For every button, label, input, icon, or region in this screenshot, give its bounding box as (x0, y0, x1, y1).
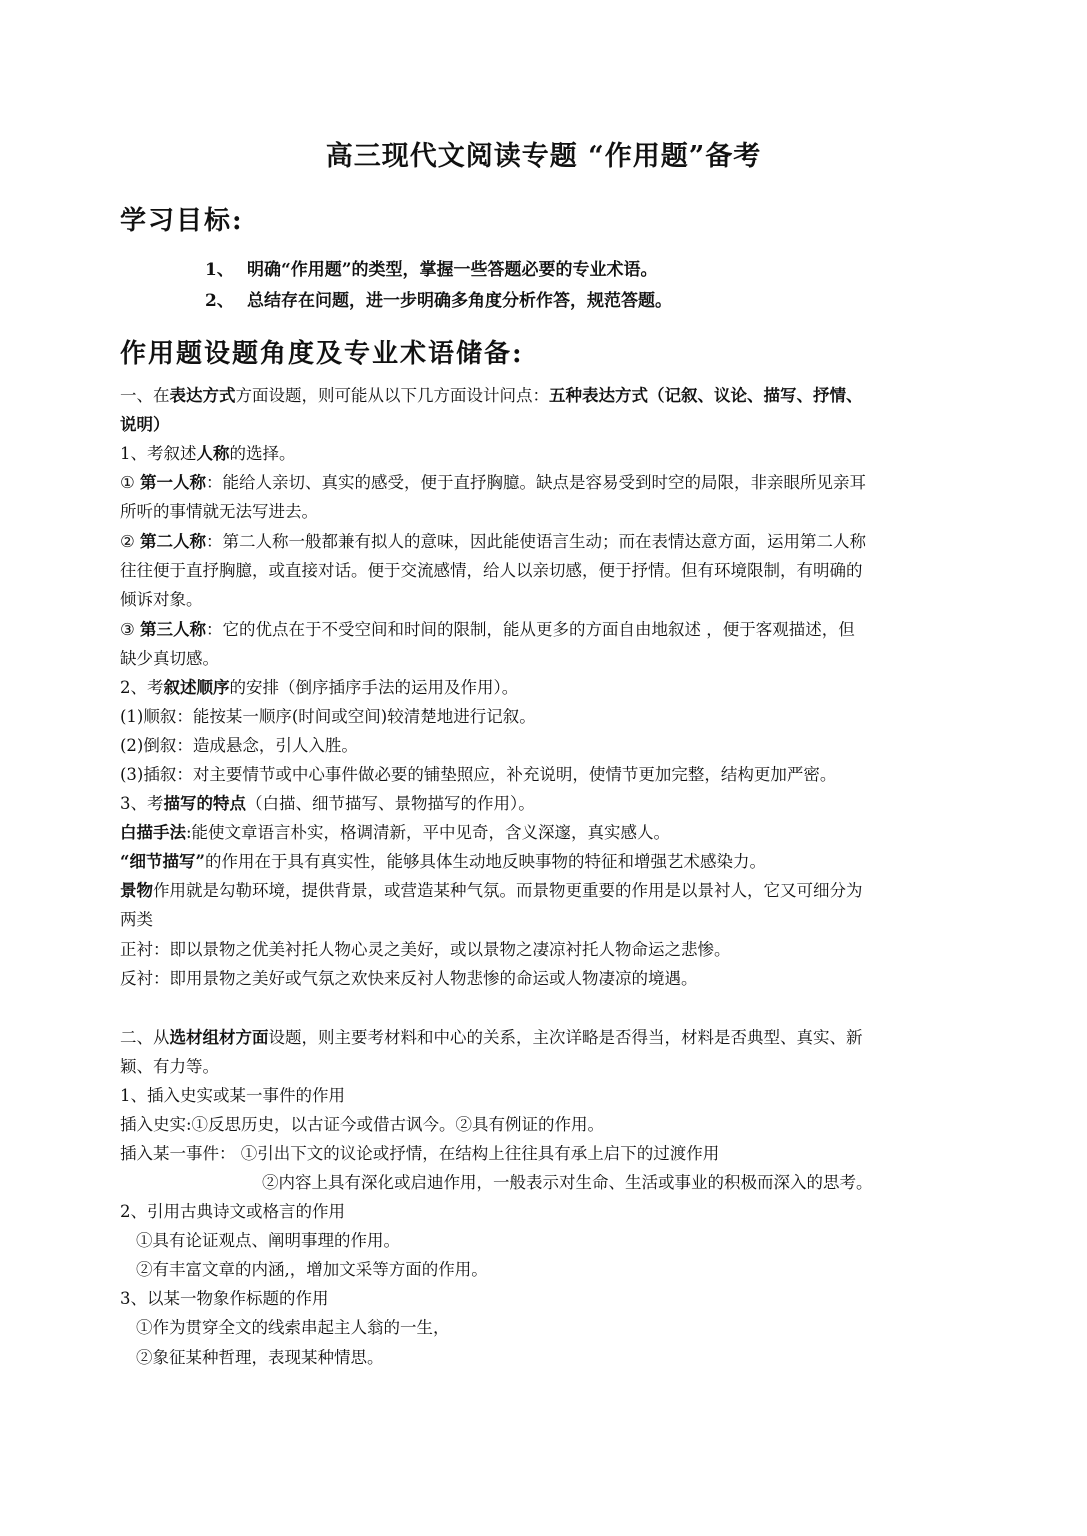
text-run: 叙述顺序 (163, 678, 230, 697)
text-run: 人称 (196, 444, 230, 463)
text-line (120, 644, 970, 673)
text-line (136, 1226, 986, 1255)
text-run: 五种表达方式（记叙、议论、描写、抒情、 (549, 386, 863, 405)
text-line (120, 935, 970, 964)
text-run: 2、考 (120, 678, 164, 697)
text-run: 倾诉对象。 (120, 590, 203, 609)
goal-number: 2、 (205, 291, 234, 311)
text-run: 描写的特点 (163, 794, 246, 813)
goal-text: 总结存在问题，进一步明确多角度分析作答，规范答题。 (247, 291, 672, 311)
text-line (120, 1081, 970, 1110)
section-heading-goals: 学习目标: (120, 206, 244, 236)
text-line (136, 1313, 986, 1342)
text-run: 1、考叙述 (120, 444, 197, 463)
text-run: 插入史实:①反思历史，以古证今或借古讽今。②具有例证的作用。 (120, 1115, 605, 1134)
text-line (120, 1139, 970, 1168)
text-run: 3、以某一物象作标题的作用 (120, 1289, 329, 1308)
text-run: （白描、细节描写、景物描写的作用）。 (246, 794, 535, 813)
text-line (120, 673, 970, 702)
text-run: ：第二人称一般都兼有拟人的意味，因此能使语言生动；而在表情达意方面，运用第二人称 (206, 532, 867, 551)
text-line (120, 818, 970, 847)
text-run: 说明） (120, 415, 170, 434)
text-run: 白描手法 (120, 823, 186, 842)
text-line (120, 585, 970, 614)
text-run: 3、考 (120, 794, 164, 813)
text-run: ②内容上具有深化或启迪作用，一般表示对生命、生活或事业的积极而深入的思考。 (262, 1173, 873, 1192)
text-line (120, 381, 970, 410)
text-run: (3)插叙：对主要情节或中心事件做必要的铺垫照应，补充说明，使情节更加完整，结构更加严密。 (120, 765, 837, 784)
text-run: ：它的优点在于不受空间和时间的限制，能从更多的方面自由地叙述 ，便于客观描述，但 (206, 620, 855, 639)
text-line (262, 1168, 1087, 1197)
text-line (120, 964, 970, 993)
goal-text: 明确“作用题”的类型，掌握一些答题必要的专业术语。 (247, 260, 658, 280)
text-run: 第一人称 (140, 473, 207, 492)
text-line (120, 527, 970, 556)
text-run: 表达方式 (169, 386, 236, 405)
text-run: 二、从 (120, 1028, 170, 1047)
text-run: 一、在 (120, 386, 170, 405)
text-line (120, 847, 970, 876)
text-run: ②有丰富文章的内涵,，增加文采等方面的作用。 (136, 1260, 488, 1279)
text-run: 2、引用古典诗文或格言的作用 (120, 1202, 345, 1221)
text-line (120, 789, 970, 818)
text-run: 的选择。 (229, 444, 296, 463)
text-run: “细节描写” (120, 852, 205, 871)
page-title: 高三现代文阅读专题 “作用题”备考 (325, 141, 762, 172)
text-run: ②象征某种哲理，表现某种情思。 (136, 1348, 384, 1367)
text-run: 方面设题，则可能从以下几方面设计问点： (235, 386, 549, 405)
text-line (120, 439, 970, 468)
text-line (120, 731, 970, 760)
text-line (120, 1110, 970, 1139)
text-line (120, 905, 970, 934)
text-run: ③ (120, 620, 141, 639)
text-line (120, 615, 970, 644)
text-run: 景物 (120, 881, 153, 900)
text-run: 往往便于直抒胸臆，或直接对话。便于交流感情，给人以亲切感，便于抒情。但有环境限制，有明确的 (120, 561, 863, 580)
text-line (120, 497, 970, 526)
text-line (120, 1284, 970, 1313)
text-run: 的作用在于具有真实性，能够具体生动地反映事物的特征和增强艺术感染力。 (204, 852, 766, 871)
text-line (120, 468, 970, 497)
text-line (120, 1023, 970, 1052)
text-run: ：能给人亲切、真实的感受，便于直抒胸臆。缺点是容易受到时空的局限，非亲眼所见亲耳 (206, 473, 867, 492)
text-run: 缺少真切感。 (120, 649, 219, 668)
text-run: ①作为贯穿全文的线索串起主人翁的一生， (136, 1318, 450, 1337)
text-line (120, 760, 970, 789)
text-run: 作用就是勾勒环境，提供背景，或营造某种气氛。而景物更重要的作用是以景衬人，它又可细分为 (153, 881, 863, 900)
text-run: 所听的事情就无法写进去。 (120, 502, 318, 521)
text-run: 第三人称 (140, 620, 207, 639)
goal-item (205, 286, 672, 311)
text-line (120, 410, 970, 439)
text-run: 颖、有力等。 (120, 1057, 219, 1076)
text-line (120, 1197, 970, 1226)
goal-number: 1、 (205, 260, 234, 280)
text-line (120, 556, 970, 585)
text-run: 插入某一事件： ①引出下文的议论或抒情，在结构上往往具有承上启下的过渡作用 (120, 1144, 720, 1163)
text-run: 正衬：即以景物之优美衬托人物心灵之美好，或以景物之凄凉衬托人物命运之悲惨。 (120, 940, 731, 959)
text-run: 选材组材方面 (169, 1028, 269, 1047)
text-line (120, 876, 970, 905)
text-run: (2)倒叙：造成悬念，引人入胜。 (120, 736, 358, 755)
text-line (120, 702, 970, 731)
text-line (136, 1255, 986, 1284)
text-run: ① (120, 473, 141, 492)
text-run: 1、插入史实或某一事件的作用 (120, 1086, 345, 1105)
text-line (120, 1052, 970, 1081)
text-run: 的安排（倒序插序手法的运用及作用）。 (229, 678, 519, 697)
text-run: 第二人称 (140, 532, 207, 551)
text-run: :能使文章语言朴实，格调清新，平中见奇，含义深邃，真实感人。 (186, 823, 671, 842)
text-run: ①具有论证观点、阐明事理的作用。 (136, 1231, 400, 1250)
text-run: 反衬：即用景物之美好或气氛之欢快来反衬人物悲惨的命运或人物凄凉的境遇。 (120, 969, 698, 988)
text-run: ② (120, 532, 141, 551)
text-line (136, 1343, 986, 1372)
goal-item (205, 255, 658, 280)
text-run: 设题，则主要考材料和中心的关系，主次详略是否得当，材料是否典型、真实、新 (268, 1028, 863, 1047)
text-run: (1)顺叙：能按某一顺序(时间或空间)较清楚地进行记叙。 (120, 707, 536, 726)
section-heading-terms: 作用题设题角度及专业术语储备: (120, 339, 524, 369)
text-run: 两类 (120, 910, 153, 929)
